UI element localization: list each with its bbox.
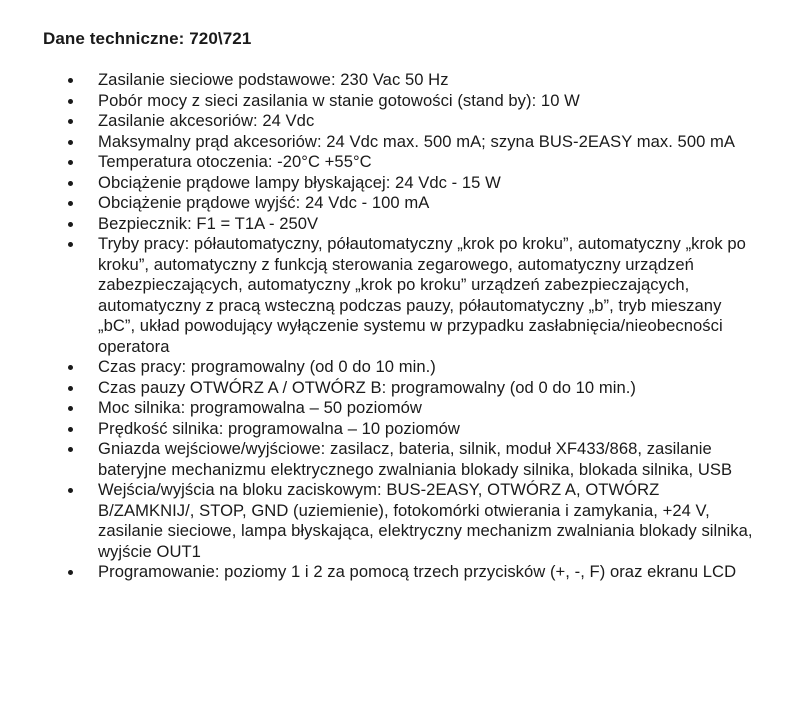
list-item-text: Tryby pracy: półautomatyczny, półautomatyczny „krok po kroku”, automatyczny „krok po kroku”, automatyczny z funkcją sterowania zegarowego, automatyczny urządzeń zabezpieczających, automatyczny „krok po kroku” urządzeń zabezpieczających, automatyczny z pracą wsteczną podczas pauzy, półautomatyczny „b”, tryb mieszany „bC”, układ powodujący wyłączenie systemu w przypadku zasłabnięcia/nieobecności operatora bbox=[98, 234, 746, 356]
bullet-icon bbox=[68, 427, 73, 432]
list-item-text: Prędkość silnika: programowalna – 10 poziomów bbox=[98, 418, 460, 438]
bullet-icon bbox=[68, 447, 73, 452]
list-item bbox=[0, 193, 800, 214]
bullet-icon bbox=[68, 222, 73, 227]
list-item bbox=[0, 152, 800, 173]
list-item bbox=[0, 111, 800, 132]
list-item-text: Programowanie: poziomy 1 i 2 za pomocą trzech przycisków (+, -, F) oraz ekranu LCD bbox=[98, 562, 737, 581]
list-item-text: Wejścia/wyjścia na bloku zaciskowym: BUS-2EASY, OTWÓRZ A, OTWÓRZ B/ZAMKNIJ/, STOP, GND (uziemienie), fotokomórki otwierania i zamykania, +24 V, zasilanie sieciowe, lampa błyskająca, elektryczny mechanizm zwalniania blokady silnika, wyjście OUT1 bbox=[98, 480, 753, 561]
list-item bbox=[0, 419, 800, 440]
bullet-icon bbox=[68, 140, 73, 145]
list-item-text: Czas pauzy OTWÓRZ A / OTWÓRZ B: programowalny (od 0 do 10 min.) bbox=[98, 377, 636, 397]
list-item bbox=[0, 398, 800, 419]
bullet-icon bbox=[68, 406, 73, 411]
bullet-icon bbox=[68, 365, 73, 370]
list-item bbox=[0, 234, 800, 357]
list-item bbox=[0, 173, 800, 194]
list-item bbox=[0, 378, 800, 399]
list-item-text: Obciążenie prądowe wyjść: 24 Vdc - 100 mA bbox=[98, 193, 430, 212]
list-item bbox=[0, 562, 800, 583]
bullet-icon bbox=[68, 488, 73, 493]
bullet-icon bbox=[68, 386, 73, 391]
bullet-icon bbox=[68, 160, 73, 165]
bullet-icon bbox=[68, 570, 73, 575]
list-item-text: Zasilanie akcesoriów: 24 Vdc bbox=[98, 111, 315, 130]
bullet-icon bbox=[68, 181, 73, 186]
list-item-text: Moc silnika: programowalna – 50 poziomów bbox=[98, 398, 422, 417]
list-item bbox=[0, 480, 800, 562]
page-title: Dane techniczne: 720\721 bbox=[43, 29, 252, 48]
bullet-icon bbox=[68, 99, 73, 104]
list-item-text: Bezpiecznik: F1 = T1A - 250V bbox=[98, 213, 319, 233]
list-item-text: Pobór mocy z sieci zasilania w stanie gotowości (stand by): 10 W bbox=[98, 90, 580, 110]
list-item bbox=[0, 132, 800, 153]
bullet-icon bbox=[68, 201, 73, 206]
list-item bbox=[0, 439, 800, 480]
list-item bbox=[0, 70, 800, 91]
list-item-text: Maksymalny prąd akcesoriów: 24 Vdc max. 500 mA; szyna BUS-2EASY max. 500 mA bbox=[98, 131, 736, 151]
spec-list bbox=[0, 70, 800, 583]
list-item-text: Gniazda wejściowe/wyjściowe: zasilacz, bateria, silnik, moduł XF433/868, zasilanie bateryjne mechanizmu elektrycznego zwalniania blokady silnika, blokada silnika, USB bbox=[98, 439, 733, 479]
bullet-icon bbox=[68, 119, 73, 124]
list-item-text: Czas pracy: programowalny (od 0 do 10 min.) bbox=[98, 357, 436, 376]
bullet-icon bbox=[68, 242, 73, 247]
bullet-icon bbox=[68, 78, 73, 83]
list-item-text: Obciążenie prądowe lampy błyskającej: 24 Vdc - 15 W bbox=[98, 172, 501, 192]
list-item bbox=[0, 214, 800, 235]
list-item bbox=[0, 91, 800, 112]
list-item bbox=[0, 357, 800, 378]
list-item-text: Zasilanie sieciowe podstawowe: 230 Vac 50 Hz bbox=[98, 70, 449, 89]
list-item-text: Temperatura otoczenia: -20°C +55°C bbox=[98, 152, 372, 171]
